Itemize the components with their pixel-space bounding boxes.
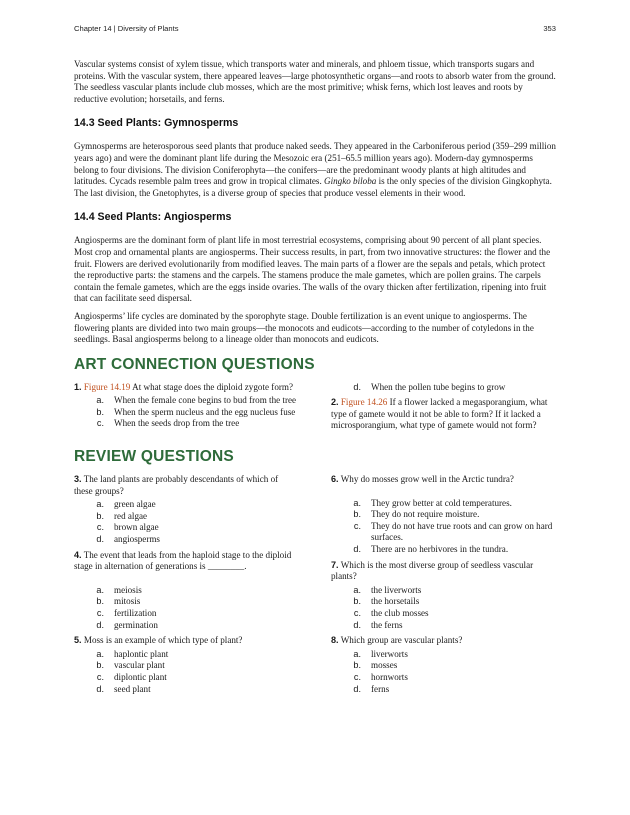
option-letter: b. [96, 406, 104, 417]
option-text: They do not require moisture. [371, 509, 480, 520]
option-text: When the sperm nucleus and the egg nucleus fuse [114, 406, 296, 417]
option-item [331, 509, 556, 521]
option-text: meiosis [114, 584, 142, 595]
option-item [74, 672, 299, 684]
option-letter: a. [353, 648, 361, 659]
question-number: 4. [74, 549, 82, 560]
option-item [331, 672, 556, 684]
option-item [74, 596, 299, 608]
option-item [331, 649, 556, 661]
question-1-options [74, 395, 299, 430]
option-text: There are no herbivores in the tundra. [371, 544, 509, 555]
option-text: seed plant [114, 683, 151, 694]
option-letter: b. [96, 596, 104, 607]
question-6-options [331, 498, 556, 556]
option-item [74, 522, 299, 534]
option-item [74, 684, 299, 696]
option-letter: d. [353, 381, 361, 392]
question-2 [331, 397, 556, 432]
option-text: diplontic plant [114, 671, 167, 682]
art-column-right [331, 382, 556, 434]
option-item [331, 521, 556, 544]
option-letter: b. [353, 660, 361, 671]
option-letter: c. [96, 671, 104, 682]
option-item [331, 382, 556, 394]
question-number: 5. [74, 635, 82, 646]
option-text: fertilization [114, 608, 157, 618]
question-text: Moss is an example of which type of plant? [81, 635, 243, 646]
option-item [74, 620, 299, 632]
angiosperms-paragraph-1: Angiosperms are the dominant form of plant life in most terrestrial ecosystems, comprising about 90 percent of all plant species. Most crop and ornamental plants are angiosperms. Their success results, in part, from two innovative structures: the flower and the fruit. Flowers are derived evolutionarily from modified leaves. The main parts of a flower are the sepals and petals, which protect the reproductive parts: the stamens and the carpels. The stamens produce the male gametes, which are pollen grains. The carpels contain the female gametes, which are the eggs inside ovaries. The walls of the ovary thicken after fertilization, ripening into fruit that can facilitate seed dispersal. [74, 235, 551, 304]
option-letter: b. [353, 596, 361, 607]
option-text: They do not have true roots and can grow on hard surfaces. [371, 520, 553, 543]
option-letter: a. [96, 584, 104, 595]
option-item [331, 608, 556, 620]
option-letter: c. [96, 522, 104, 533]
question-number: 2. [331, 397, 339, 408]
option-letter: d. [96, 534, 104, 545]
option-item [74, 395, 299, 407]
section-heading-gymnosperms: 14.3 Seed Plants: Gymnosperms [74, 117, 239, 130]
option-text: When the pollen tube begins to grow [371, 381, 506, 392]
gymnosperms-text-2: is the only species of the division Gingkophyta. The last division, the Gnetophytes, is a diverse group of species that produce vessel elements in their wood. [74, 176, 552, 198]
option-item [331, 544, 556, 556]
question-number: 6. [331, 474, 339, 485]
option-letter: d. [96, 619, 104, 630]
question-8-options [331, 649, 556, 695]
option-item [74, 534, 299, 546]
question-4 [74, 550, 299, 573]
question-text: Which is the most diverse group of seedless vascular plants? [331, 559, 534, 582]
intro-paragraph: Vascular systems consist of xylem tissue, which transports water and minerals, and phloem tissue, which transports sugars and proteins. With the vascular system, there appeared leaves—large photosynthetic organs—and roots to absorb water from the ground. The seedless vascular plants include club mosses, which are the most primitive; whisk ferns, which lost leaves and roots by reductive evolution; horsetails, and ferns. [74, 59, 556, 104]
question-text: At what stage does the diploid zygote form? [130, 381, 293, 392]
running-header [74, 24, 556, 38]
question-text: The land plants are probably descendants of which of these groups? [74, 474, 279, 496]
option-letter: c. [353, 608, 361, 618]
option-text: vascular plant [114, 660, 165, 671]
option-letter: d. [353, 544, 361, 555]
question-text: Which group are vascular plants? [338, 635, 463, 646]
option-text: liverworts [371, 648, 408, 659]
question-text: Why do mosses grow well in the Arctic tundra? [338, 474, 514, 485]
option-text: the club mosses [371, 608, 429, 618]
option-letter: a. [353, 584, 361, 595]
question-3-options [74, 499, 299, 545]
option-letter: c. [96, 418, 104, 429]
question-text: If a flower lacked a megasporangium, what type of gamete would it not be able to form? If it lacked a microsporangium, what type of gamete would not form? [331, 397, 548, 431]
review-columns [74, 474, 556, 699]
art-connection-columns [74, 382, 556, 434]
option-item [331, 498, 556, 510]
review-column-right [331, 474, 556, 699]
gymnosperms-text-1: Gymnosperms are heterosporous seed plants that produce naked seeds. They appeared in the Carboniferous period (359–299 million years ago) and were the dominant plant life during the Mesozoic era (251–65.5 million years ago). Modern-day gymnosperms belong to four divisions. The division Coniferophyta—the conifers—are the predominant woody plants at high altitudes and latitudes. Cycads resemble palm trees and grow in tropical climates. [74, 141, 556, 187]
option-letter: a. [96, 499, 104, 510]
option-text: the ferns [371, 619, 403, 630]
question-5-options [74, 649, 299, 695]
option-item [331, 585, 556, 597]
option-text: the horsetails [371, 596, 420, 607]
review-questions-heading: REVIEW QUESTIONS [74, 448, 234, 466]
gymnosperms-paragraph [74, 141, 556, 199]
question-1-options-continued [331, 382, 556, 394]
question-number: 8. [331, 635, 339, 646]
option-item [74, 660, 299, 672]
angiosperms-paragraph-2: Angiosperms’ life cycles are dominated by the sporophyte stage. Double fertilization is an event unique to angiosperms. The flowering plants are divided into two main groups—the monocots and eudicots—according to the number of cotyledons in the seedlings. Basal angiosperms belong to a lineage older than monocots and eudicots. [74, 310, 534, 345]
option-text: angiosperms [114, 534, 160, 545]
option-text: When the female cone begins to bud from the tree [114, 395, 297, 406]
option-item [74, 499, 299, 511]
option-item [74, 511, 299, 523]
question-3 [74, 474, 299, 497]
option-letter: c. [353, 671, 361, 682]
question-7-options [331, 585, 556, 631]
gingko-species-name: Gingko biloba [324, 176, 377, 187]
option-item [74, 418, 299, 430]
question-1 [74, 382, 299, 394]
option-item [74, 407, 299, 419]
question-7 [331, 560, 556, 583]
option-item [331, 596, 556, 608]
page-number: 353 [543, 24, 556, 33]
option-letter: d. [96, 683, 104, 694]
option-item [331, 620, 556, 632]
option-letter: a. [353, 497, 361, 508]
art-column-left [74, 382, 299, 434]
option-item [74, 608, 299, 620]
option-letter: a. [96, 395, 104, 406]
figure-link[interactable]: Figure 14.26 [340, 397, 388, 408]
option-letter: a. [96, 648, 104, 659]
option-text: green algae [114, 499, 156, 510]
option-text: mosses [371, 660, 398, 671]
option-text: hornworts [371, 671, 408, 682]
option-letter: b. [96, 510, 104, 521]
option-text: the liverworts [371, 584, 422, 595]
option-text: brown algae [114, 522, 159, 533]
review-column-left [74, 474, 299, 699]
option-text: mitosis [114, 596, 141, 607]
option-text: They grow better at cold temperatures. [371, 497, 512, 508]
option-item [331, 684, 556, 696]
option-letter: c. [353, 520, 361, 531]
option-item [331, 660, 556, 672]
option-text: germination [114, 619, 158, 630]
option-text: red algae [114, 510, 148, 521]
question-8 [331, 635, 556, 647]
question-6 [331, 474, 556, 486]
question-text: The event that leads from the haploid stage to the diploid stage in alternation of generations is ________. [74, 549, 292, 572]
question-number: 3. [74, 474, 82, 485]
option-letter: d. [353, 619, 361, 630]
page-content [74, 59, 556, 699]
option-text: When the seeds drop from the tree [114, 418, 240, 429]
question-number: 7. [331, 559, 339, 570]
option-letter: b. [353, 509, 361, 520]
art-connection-heading: ART CONNECTION QUESTIONS [74, 355, 315, 373]
figure-link[interactable]: Figure 14.19 [83, 381, 131, 392]
option-letter: d. [353, 683, 361, 694]
option-letter: b. [96, 660, 104, 671]
option-text: ferns [371, 683, 390, 694]
option-item [74, 649, 299, 661]
question-number: 1. [74, 381, 82, 392]
option-text: haplontic plant [114, 648, 169, 659]
question-5 [74, 635, 299, 647]
section-heading-angiosperms: 14.4 Seed Plants: Angiosperms [74, 211, 232, 224]
option-letter: c. [96, 608, 104, 618]
option-item [74, 585, 299, 597]
chapter-title: Chapter 14 | Diversity of Plants [74, 24, 179, 33]
question-4-options [74, 585, 299, 631]
